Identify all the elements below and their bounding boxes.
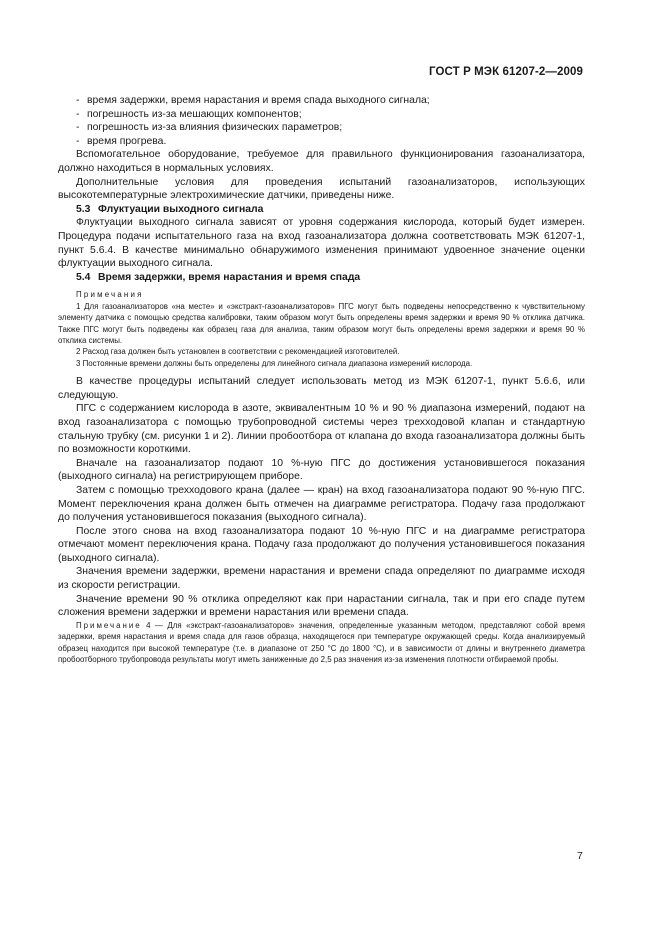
note-item: 1 Для газоанализаторов «на месте» и «экстракт-газоанализаторов» ПГС могут быть подведены непосредственно к чувствительному элементу датчика с помощью средства калибровки, таким образом могут быть определены время задержки и время 90 % отклика датчика. Также ПГС могут быть подведены как образец газа для анализа, таким образом могут быть определены время задержки и время 90 % отклика системы. xyxy=(58,301,585,345)
section-number: 5.4 xyxy=(76,271,91,283)
dash-marker: - xyxy=(76,95,80,106)
section-title: Флуктуации выходного сигнала xyxy=(98,203,264,215)
dash-marker: - xyxy=(76,122,80,134)
notes-title: Примечания xyxy=(76,290,144,300)
section-heading xyxy=(58,203,585,217)
section-title: Время задержки, время нарастания и время спада xyxy=(98,271,361,283)
bullet-item: - погрешность из-за мешающих компонентов; xyxy=(76,108,302,120)
note-label: Примечание xyxy=(76,620,142,630)
paragraph: Вначале на газоанализатор подают 10 %-ную ПГС до достижения установившегося показания (выходного сигнала) на регистрирующем приборе. xyxy=(58,457,585,483)
paragraph: Дополнительные условия для проведения испытаний газоанализаторов, использующих высокотемпературные электрохимические датчики, приведены ниже. xyxy=(58,176,585,202)
paragraph: В качестве процедуры испытаний следует использовать метод из МЭК 61207-1, пункт 5.6.6, или следующую. xyxy=(58,376,585,401)
paragraph: Значение времени 90 % отклика определяют как при нарастании сигнала, так и при его спаде путем сложения времени задержки и времени нарастания или времени спада. xyxy=(58,593,585,619)
bullet-item: - время задержки, время нарастания и время спада выходного сигнала; xyxy=(76,95,430,106)
section-heading xyxy=(58,271,585,285)
note-item: 3 Постоянные времени должны быть определены для линейного сигнала диапазона измерений кислорода. xyxy=(76,358,473,368)
dash-marker: - xyxy=(76,135,80,147)
section-number: 5.3 xyxy=(76,203,91,215)
note-item: 2 Расход газа должен быть установлен в соответствии с рекомендацией изготовителей. xyxy=(76,347,400,357)
paragraph: Затем с помощью трехходового крана (далее — кран) на вход газоанализатора подают 90 %-ную ПГС. Момент переключения крана должен быть отмечен на диаграмме регистратора. Подачу газа продолжают до получения установившегося показания (выходного сигнала). xyxy=(58,484,585,524)
dash-marker: - xyxy=(76,108,80,120)
paragraph: Значения времени задержки, времени нарастания и времени спада определяют по диаграмме исходя из скорости регистрации. xyxy=(58,566,585,592)
note-text: 4 — Для «экстракт-газоанализаторов» значения, определенные указанным методом, представляют собой время задержки, время нарастания и время спада для газов образца, находящегося при температуре окружающей среды. Когда анализируемый образец находится при высокой температуре (т.е. в диапазоне от 250 °С до 1800 °С), и в зависимости от длины и внутреннего диаметра пробоотборного трубопровода результаты могут иметь заниженные до 2,5 раз значения из-за изменения плотности отбираемой пробы. xyxy=(58,620,585,665)
paragraph: После этого снова на вход газоанализатора подают 10 %-ную ПГС и на диаграмме регистратора отмечают момент переключения крана. Подачу газа продолжают до получения установившегося показания (выходного сигнала). xyxy=(58,525,585,564)
paragraph: ПГС с содержанием кислорода в азоте, эквивалентным 10 % и 90 % диапазона измерений, подают на вход газоанализатора с помощью трубопроводной системы через трехходовой клапан и стандартную стальную трубку (см. рисунки 1 и 2). Линии пробоотбора от клапана до входа газоанализатора должны быть по возможности короткими. xyxy=(58,403,585,456)
standard-header: ГОСТ Р МЭК 61207-2—2009 xyxy=(429,66,583,78)
paragraph: Вспомогательное оборудование, требуемое для правильного функционирования газоанализатора, должно находиться в нормальных условиях. xyxy=(58,149,585,174)
bullet-item: - погрешность из-за влияния физических параметров; xyxy=(76,122,343,134)
bullet-item: - время прогрева. xyxy=(76,135,167,147)
page-content xyxy=(58,94,585,665)
page-number: 7 xyxy=(577,850,583,862)
note-4 xyxy=(58,620,585,666)
paragraph: Флуктуации выходного сигнала зависят от уровня содержания кислорода, который будет измерен. Процедура подачи испытательного газа на вход газоанализатора должна соответствовать МЭК 61207-1, пункт 5.6.4. В качестве минимально обнаружимого изменения принимают удвоенное значение оценки флуктуации выходного сигнала. xyxy=(58,217,585,270)
notes-block xyxy=(58,289,585,369)
